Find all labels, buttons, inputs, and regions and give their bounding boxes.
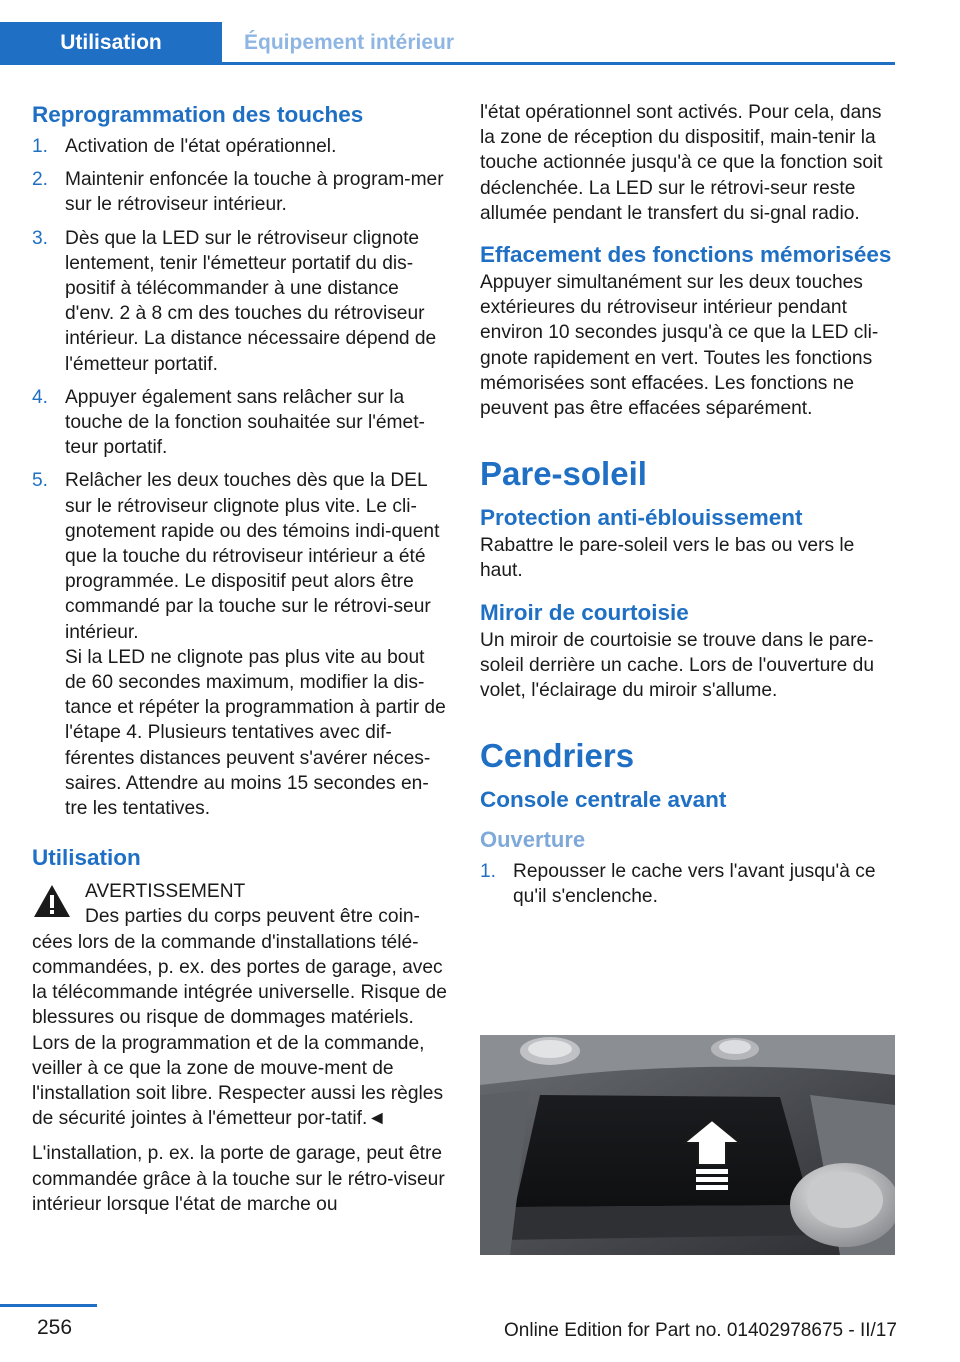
step-number: 1.: [32, 136, 49, 157]
console-photo: [480, 1035, 895, 1255]
step-number: 4.: [32, 386, 49, 408]
warning-icon: [32, 883, 72, 919]
list-item: [480, 859, 896, 909]
step-text: Maintenir enfoncée la touche à program‐mer sur le rétroviseur intérieur.: [65, 169, 444, 216]
footer-rule: [0, 1304, 97, 1307]
list-item: [32, 167, 448, 217]
ouverture-steps: [480, 859, 896, 909]
header-tabs: [0, 22, 895, 65]
paragraph-installation: L'installation, p. ex. la porte de garage, peut être commandée grâce à la touche sur le rétro‐viseur intérieur lorsque l'état de marche ou: [32, 1143, 445, 1215]
left-column: [32, 100, 448, 1217]
warning-title: AVERTISSEMENT: [85, 881, 246, 903]
step-text: Activation de l'état opérationnel.: [65, 136, 337, 157]
heading-protection: Protection anti-éblouissement: [480, 505, 803, 531]
step-number: 2.: [32, 169, 49, 191]
heading-console: Console centrale avant: [480, 787, 727, 813]
heading-utilisation: Utilisation: [32, 845, 141, 871]
paragraph-protection: Rabattre le pare-soleil vers le bas ou vers le haut.: [480, 535, 855, 582]
heading-miroir: Miroir de courtoisie: [480, 599, 689, 625]
page-number: 256: [37, 1316, 73, 1339]
step-text: Repousser le cache vers l'avant jusqu'à ce qu'il s'enclenche.: [513, 861, 876, 908]
heading-pare-soleil: Pare-soleil: [480, 455, 647, 493]
heading-effacement: Effacement des fonctions mémorisées: [480, 242, 892, 268]
list-item: [32, 385, 448, 461]
list-item: [32, 134, 448, 159]
step-text: Dès que la LED sur le rétroviseur clignote lentement, tenir l'émetteur portatif du dis‐positif à télécommander à une distance d'env. 2 à 8 cm des touches du rétroviseur intérieur. La distance nécessaire dépend de l'émetteur portatif.: [65, 227, 437, 375]
step-number: 1.: [480, 861, 497, 883]
step-text: Appuyer également sans relâcher sur la touche de la fonction souhaitée sur l'émet‐teur portatif.: [65, 386, 425, 459]
list-item: [32, 468, 448, 821]
warning-text: cées lors de la commande d'installations télé‐commandées, p. ex. des portes de garage, avec la télécommande intégrée universelle. Risque de blessures ou risque de dommages matériels. Lors de la programmation et de la commande, veiller à ce que la zone de mouve‐ment de l'installation soit libre. Respecter aussi les règles de sécurité jointes à l'émetteur por‐tatif.◄: [32, 931, 447, 1130]
paragraph-effacement: Appuyer simultanément sur les deux touches extérieures du rétroviseur intérieur pendant environ 10 secondes jusqu'à ce que la LED cli‐gnote rapidement en vert. Toutes les fonctions mémorisées sont effacées. Les fonctions ne peuvent pas être effacées séparément.: [480, 272, 879, 420]
step-text: Relâcher les deux touches dès que la DEL sur le rétroviseur clignote plus vite. Le cli‐gnotement rapide ou des témoins indi‐quent que la touche du rétroviseur intérieur a été programmée. Le dispositif peut alors être commandé par la touche sur le rétrovi‐seur intérieur.: [65, 470, 440, 643]
warning-block: [32, 879, 448, 1131]
step-extra-text: Si la LED ne clignote pas plus vite au bout de 60 secondes maximum, modifier la dis‐tance et répéter la programmation à partir de l'étape 4. Plusieurs tentatives avec dif‐férentes distances peuvent s'avérer néces‐saires. Attendre au moins 15 secondes en‐tre les tentatives.: [65, 646, 446, 820]
warning-text-first: Des parties du corps peuvent être coin‐: [85, 906, 420, 928]
heading-reprogrammation: Reprogrammation des touches: [32, 102, 364, 127]
list-item: [32, 226, 448, 377]
heading-ouverture: Ouverture: [480, 827, 586, 853]
tab-utilisation: Utilisation: [0, 22, 222, 62]
heading-cendriers: Cendriers: [480, 737, 635, 775]
paragraph-continued: l'état opérationnel sont activés. Pour cela, dans la zone de réception du dispositif, main‐tenir la touche actionnée jusqu'à ce que la fonction soit déclenchée. La LED sur le rétrovi‐seur reste allumée pendant le transfert du si‐gnal radio.: [480, 102, 883, 224]
paragraph-miroir: Un miroir de courtoisie se trouve dans le pare-soleil derrière un cache. Lors de l'ouverture du volet, l'éclairage du miroir s'allume.: [480, 629, 875, 702]
right-column: [480, 100, 896, 918]
step-number: 5.: [32, 470, 49, 492]
tab-equipement-interieur: Équipement intérieur: [244, 31, 455, 54]
step-number: 3.: [32, 227, 49, 249]
steps-list: [32, 134, 448, 821]
edition-info: Online Edition for Part no. 01402978675 - II/17: [504, 1320, 897, 1341]
console-illustration: [480, 1035, 895, 1255]
